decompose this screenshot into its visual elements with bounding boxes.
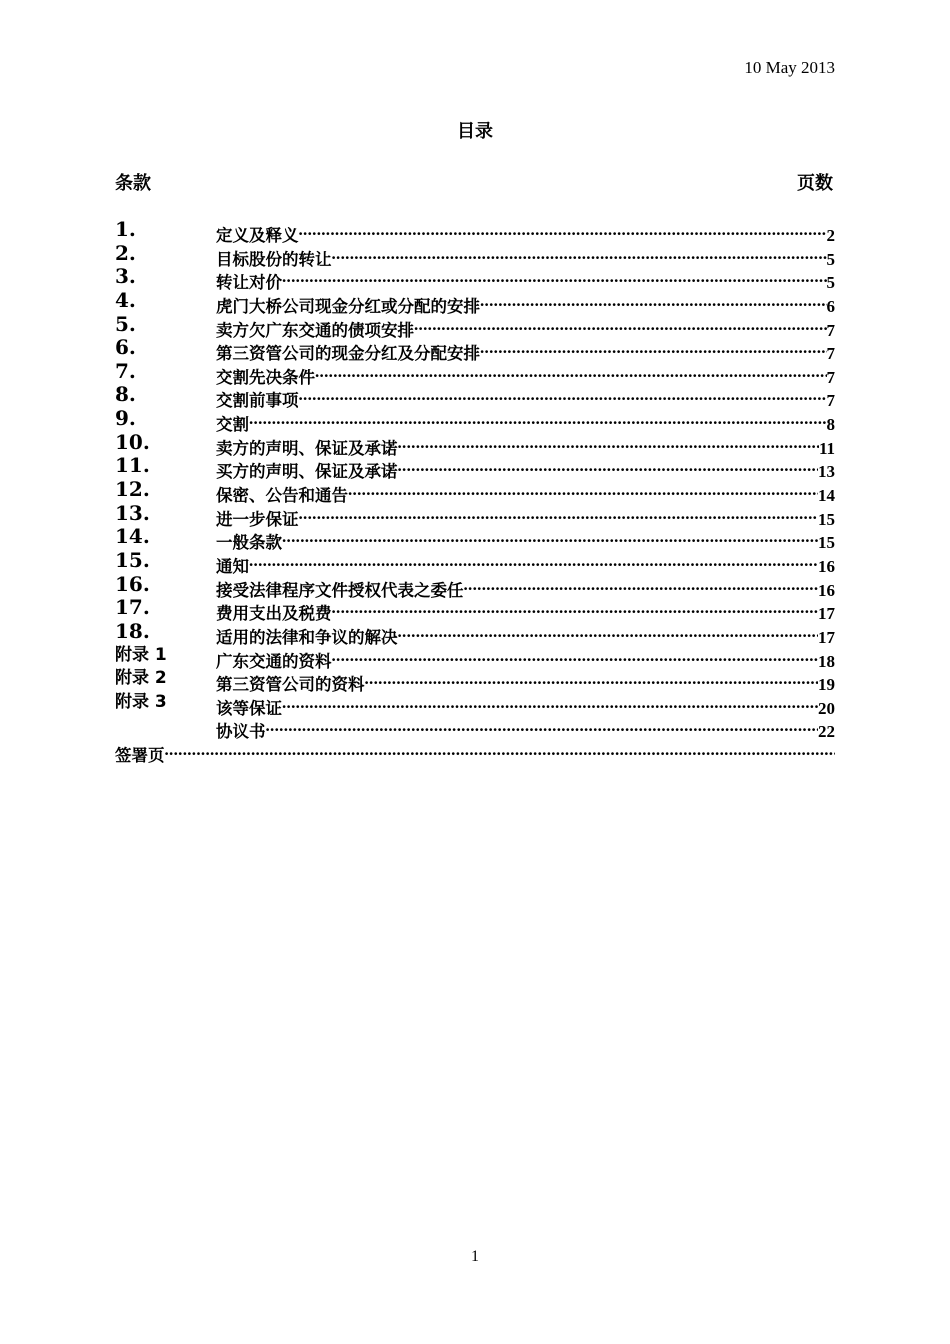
toc-row[interactable] (115, 500, 835, 529)
toc-number: 17. (115, 595, 150, 620)
toc-leader (480, 336, 827, 359)
toc-page: 15 (818, 509, 835, 529)
toc-number: 14. (115, 524, 150, 549)
toc-row[interactable] (115, 477, 835, 506)
toc-page: 17 (818, 604, 835, 624)
toc-page: 13 (818, 462, 835, 482)
toc-row[interactable] (115, 311, 835, 340)
toc-title: 保密、公告和通告 (216, 486, 348, 506)
toc-title: 接受法律程序文件授权代表之委任 (216, 580, 464, 600)
toc-page: 7 (826, 344, 835, 364)
toc-leader (398, 454, 819, 477)
toc-leader (315, 360, 827, 383)
toc-row[interactable] (115, 429, 835, 458)
toc-page: 2 (826, 226, 835, 245)
toc-title: 通知 (216, 556, 249, 576)
toc-leader (299, 502, 819, 525)
toc-leader (332, 596, 819, 619)
toc-row[interactable] (115, 691, 835, 718)
toc-page: 14 (818, 486, 835, 506)
toc-page: 22 (818, 722, 835, 742)
toc-number: 1. (115, 217, 136, 241)
toc-title: 虎门大桥公司现金分红或分配的安排 (216, 296, 480, 316)
toc-leader (365, 667, 819, 690)
toc-row-signature[interactable] (115, 738, 835, 766)
toc-row[interactable] (115, 644, 835, 671)
toc-title: 交割 (216, 415, 249, 435)
toc-title: 第三资管公司的资料 (216, 675, 365, 695)
toc-leader (282, 525, 818, 548)
toc-page: 11 (818, 438, 835, 458)
toc-row[interactable] (115, 240, 835, 269)
toc-row[interactable] (115, 618, 835, 647)
toc-title: 交割先决条件 (216, 367, 315, 387)
toc-leader (299, 383, 827, 406)
toc-number: 13. (115, 500, 150, 525)
toc-page: 19 (818, 675, 835, 695)
toc-number: 5. (115, 311, 136, 336)
toc-leader (282, 691, 818, 714)
toc-page: 7 (826, 391, 835, 411)
toc-row[interactable] (115, 264, 835, 293)
toc-page: 5 (826, 273, 835, 293)
toc-leader (398, 620, 819, 643)
toc-leader (282, 265, 827, 288)
toc-leader (249, 407, 827, 430)
toc-row[interactable] (115, 358, 835, 387)
toc-number: 12. (115, 477, 150, 502)
toc-number: 16. (115, 571, 150, 596)
page-number: 1 (471, 1248, 479, 1265)
toc-title: 进一步保证 (216, 509, 299, 529)
toc-page: 15 (818, 533, 835, 553)
toc-leader (332, 242, 827, 265)
toc-title: 签署页 (115, 746, 165, 766)
toc-title: 转让对价 (216, 273, 282, 293)
toc-page: 18 (818, 651, 835, 671)
toc-row[interactable] (115, 571, 835, 600)
toc-row[interactable] (115, 547, 835, 576)
toc-title: 卖方的声明、保证及承诺 (216, 438, 398, 458)
toc-title: 第三资管公司的现金分红及分配安排 (216, 344, 480, 364)
toc-page: 7 (826, 320, 835, 340)
toc-number: 附录 1 (115, 644, 167, 665)
toc-row[interactable] (115, 453, 835, 482)
document-date: 10 May 2013 (744, 58, 835, 77)
toc-leader (249, 549, 818, 572)
column-header-page: 页数 (797, 173, 833, 194)
toc-title: 费用支出及税费 (216, 604, 332, 624)
toc-number: 6. (115, 335, 136, 360)
toc-title: 广东交通的资料 (216, 651, 332, 671)
toc-row[interactable] (115, 287, 835, 316)
toc-page: 17 (818, 627, 835, 647)
toc-title: 协议书 (216, 722, 266, 742)
toc-row[interactable] (115, 406, 835, 435)
toc-page: 8 (826, 415, 835, 435)
toc-page: 6 (826, 296, 835, 316)
toc-row[interactable] (115, 595, 835, 624)
toc-leader (266, 714, 819, 737)
toc-number: 15. (115, 547, 150, 572)
column-header-clause: 条款 (115, 173, 151, 194)
toc-title: 交割前事项 (216, 391, 299, 411)
toc-leader (332, 644, 819, 667)
toc-number: 18. (115, 618, 150, 643)
toc-number: 8. (115, 382, 136, 407)
toc-title: 定义及释义 (216, 226, 299, 245)
table-of-contents (115, 217, 835, 766)
toc-leader (480, 289, 827, 312)
toc-row[interactable] (115, 667, 835, 695)
toc-row[interactable] (115, 714, 835, 742)
toc-row[interactable] (115, 335, 835, 364)
toc-row[interactable] (115, 382, 835, 411)
toc-leader (414, 313, 827, 336)
toc-number: 3. (115, 264, 136, 289)
page-title: 目录 (457, 121, 493, 142)
toc-page: 5 (826, 249, 835, 269)
toc-row[interactable] (115, 524, 835, 553)
toc-title: 适用的法律和争议的解决 (216, 627, 398, 647)
toc-page: 7 (826, 367, 835, 387)
toc-row[interactable] (115, 217, 835, 245)
toc-title: 目标股份的转让 (216, 249, 332, 269)
toc-number: 10. (115, 429, 150, 454)
toc-leader (464, 573, 819, 596)
toc-leader (299, 218, 827, 241)
toc-leader (398, 431, 819, 454)
toc-page: 16 (818, 580, 835, 600)
toc-number: 9. (115, 406, 136, 431)
toc-entry (115, 738, 835, 767)
toc-page: 16 (818, 556, 835, 576)
toc-number: 附录 2 (115, 668, 167, 689)
toc-number: 7. (115, 358, 136, 383)
toc-leader (348, 478, 818, 501)
toc-page: 20 (818, 698, 835, 718)
toc-number: 2. (115, 240, 136, 265)
toc-title: 该等保证 (216, 698, 282, 718)
toc-leader (165, 738, 836, 761)
toc-number: 11. (115, 453, 150, 478)
toc-title: 一般条款 (216, 533, 282, 553)
toc-title: 卖方欠广东交通的债项安排 (216, 320, 414, 340)
toc-number: 4. (115, 287, 136, 312)
toc-title: 买方的声明、保证及承诺 (216, 462, 398, 482)
toc-number: 附录 3 (115, 691, 167, 712)
